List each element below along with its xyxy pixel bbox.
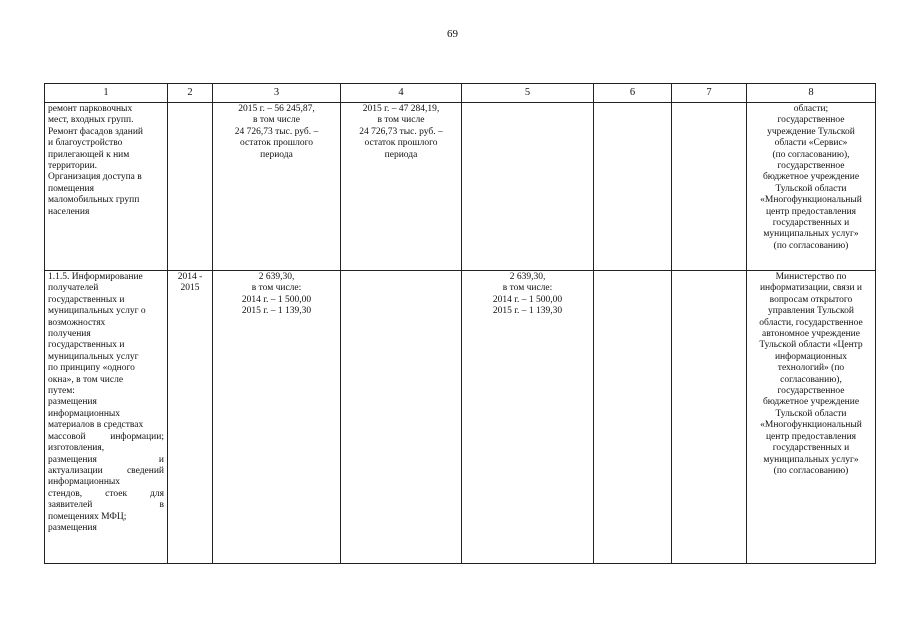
cell-line: прилегающей к ним — [48, 149, 130, 160]
funding-col4-cell — [341, 103, 462, 271]
cell-line: (по согласованию) — [773, 465, 849, 476]
funding-col4-cell — [341, 271, 462, 564]
cell-line: остаток прошлого — [239, 138, 313, 149]
cell-line: получателей — [48, 283, 99, 294]
cell-line: Ремонт фасадов зданий — [48, 126, 143, 137]
cell-line: 2015 г. – 1 139,30 — [241, 306, 312, 317]
cell-line: муниципальных услуг — [48, 351, 139, 362]
cell-line: путем: — [48, 386, 75, 397]
responsible-cell — [747, 271, 876, 564]
cell-line: в том числе — [377, 115, 425, 126]
cell-line: окна», в том числе — [48, 374, 124, 385]
table-row — [45, 271, 876, 564]
measure-cell — [45, 103, 168, 271]
column-header: 5 — [462, 84, 594, 103]
cell-line: массовой информации; — [48, 431, 164, 442]
cell-line: учреждение Тульской — [767, 126, 855, 137]
column-header: 8 — [747, 84, 876, 103]
cell-line: государственных и — [48, 340, 125, 351]
cell-line: периода — [260, 149, 293, 160]
cell-line: 2015 г. – 56 245,87, — [238, 104, 315, 114]
cell-line: вопросам открытого — [769, 294, 853, 305]
cell-line: размещения — [48, 522, 97, 533]
cell-line: и благоустройство — [48, 138, 123, 149]
cell-line: 24 726,73 тыс. руб. – — [359, 126, 443, 137]
column-header: 3 — [213, 84, 341, 103]
cell-line: возможностях — [48, 317, 106, 328]
cell-line: 2014 г. – 1 500,00 — [492, 294, 563, 305]
cell-line: материалов в средствах — [48, 420, 144, 431]
cell-line: 2015 г. – 47 284,19, — [362, 104, 440, 114]
cell-line: в том числе — [253, 115, 300, 126]
cell-line: помещениях МФЦ; — [48, 511, 127, 522]
cell-line: в том числе: — [251, 283, 302, 294]
cell-line: 2014 г. – 1 500,00 — [241, 294, 312, 305]
cell-line: Тульской области — [775, 408, 847, 419]
cell-line: управления Тульской — [768, 306, 854, 317]
column-header: 7 — [672, 84, 747, 103]
column-header: 1 — [45, 84, 168, 103]
cell-line: населения — [48, 206, 90, 217]
measure-cell — [45, 271, 168, 564]
cell-line: технологий» (по — [777, 363, 845, 374]
cell-line: области; — [793, 104, 829, 114]
cell-line: автономное учреждение — [762, 329, 860, 340]
column-header: 2 — [168, 84, 213, 103]
cell-line: центр предоставления — [765, 206, 857, 217]
cell-line: 2015 г. – 1 139,30 — [492, 306, 563, 317]
cell-line: информационных — [48, 477, 121, 488]
cell-line: Министерство по — [775, 272, 847, 282]
table-row — [45, 103, 876, 271]
funding-col5-cell — [462, 271, 594, 564]
funding-col5-cell — [462, 103, 594, 271]
cell-line: информационных — [774, 351, 848, 362]
cell-line: согласованию), — [780, 374, 842, 385]
cell-line: по принципу «одного — [48, 363, 135, 374]
cell-line: центр предоставления — [765, 431, 857, 442]
period-cell — [168, 103, 213, 271]
cell-line: государственных и — [48, 294, 125, 305]
cell-line: территории. — [48, 161, 98, 172]
cell-line: 2015 — [180, 283, 200, 294]
column-header: 4 — [341, 84, 462, 103]
funding-total-cell — [213, 103, 341, 271]
cell-line: муниципальных услуг о — [48, 306, 146, 317]
cell-line: государственных и — [772, 218, 850, 229]
cell-line: Тульской области «Центр — [759, 340, 863, 351]
funding-col7-cell — [672, 271, 747, 564]
cell-line: «Многофункциональный — [760, 420, 862, 431]
cell-line: Организация доступа в — [48, 172, 142, 183]
column-header: 6 — [594, 84, 672, 103]
cell-line: области, государственное — [759, 317, 863, 328]
program-table — [44, 83, 876, 564]
cell-line: 2014 - — [177, 272, 203, 282]
cell-line: маломобильных групп — [48, 195, 140, 206]
cell-line: в том числе: — [502, 283, 553, 294]
page-number: 69 — [447, 28, 458, 40]
table-header-row — [45, 84, 876, 103]
cell-line: ремонт парковочных — [48, 104, 133, 114]
period-cell — [168, 271, 213, 564]
cell-line: «Многофункциональный — [760, 195, 862, 206]
funding-total-cell — [213, 271, 341, 564]
funding-col7-cell — [672, 103, 747, 271]
cell-line: государственных и — [772, 443, 850, 454]
cell-line: Тульской области — [775, 183, 847, 194]
cell-line: 24 726,73 тыс. руб. – — [234, 126, 319, 137]
cell-line: информатизации, связи и — [759, 283, 863, 294]
cell-line: области «Сервис» — [774, 138, 848, 149]
cell-line: бюджетное учреждение — [762, 397, 860, 408]
funding-col6-cell — [594, 271, 672, 564]
cell-line: периода — [384, 149, 418, 160]
cell-line: (по согласованию), — [772, 149, 850, 160]
cell-line: государственное — [777, 115, 845, 126]
cell-line: остаток прошлого — [364, 138, 438, 149]
cell-line: изготовления, — [48, 443, 105, 454]
cell-line: бюджетное учреждение — [762, 172, 860, 183]
cell-line: помещения — [48, 183, 94, 194]
cell-line: государственное — [777, 161, 845, 172]
cell-line: муниципальных услуг» — [763, 454, 859, 465]
cell-line: стендов, стоек для — [48, 488, 164, 499]
cell-line: (по согласованию) — [773, 240, 849, 251]
cell-line: государственное — [777, 386, 845, 397]
cell-line: заявителей в — [48, 500, 164, 511]
cell-line: размещения — [48, 397, 97, 408]
cell-line: 2 639,30, — [509, 272, 546, 282]
cell-line: 1.1.5. Информирование — [48, 272, 143, 282]
cell-line: муниципальных услуг» — [763, 229, 859, 240]
responsible-cell — [747, 103, 876, 271]
cell-line: актуализации сведений — [48, 465, 164, 476]
funding-col6-cell — [594, 103, 672, 271]
cell-line: размещения и — [48, 454, 164, 465]
cell-line: 2 639,30, — [258, 272, 295, 282]
cell-line: получения — [48, 329, 91, 340]
cell-line: мест, входных групп. — [48, 115, 134, 126]
cell-line: информационных — [48, 408, 121, 419]
